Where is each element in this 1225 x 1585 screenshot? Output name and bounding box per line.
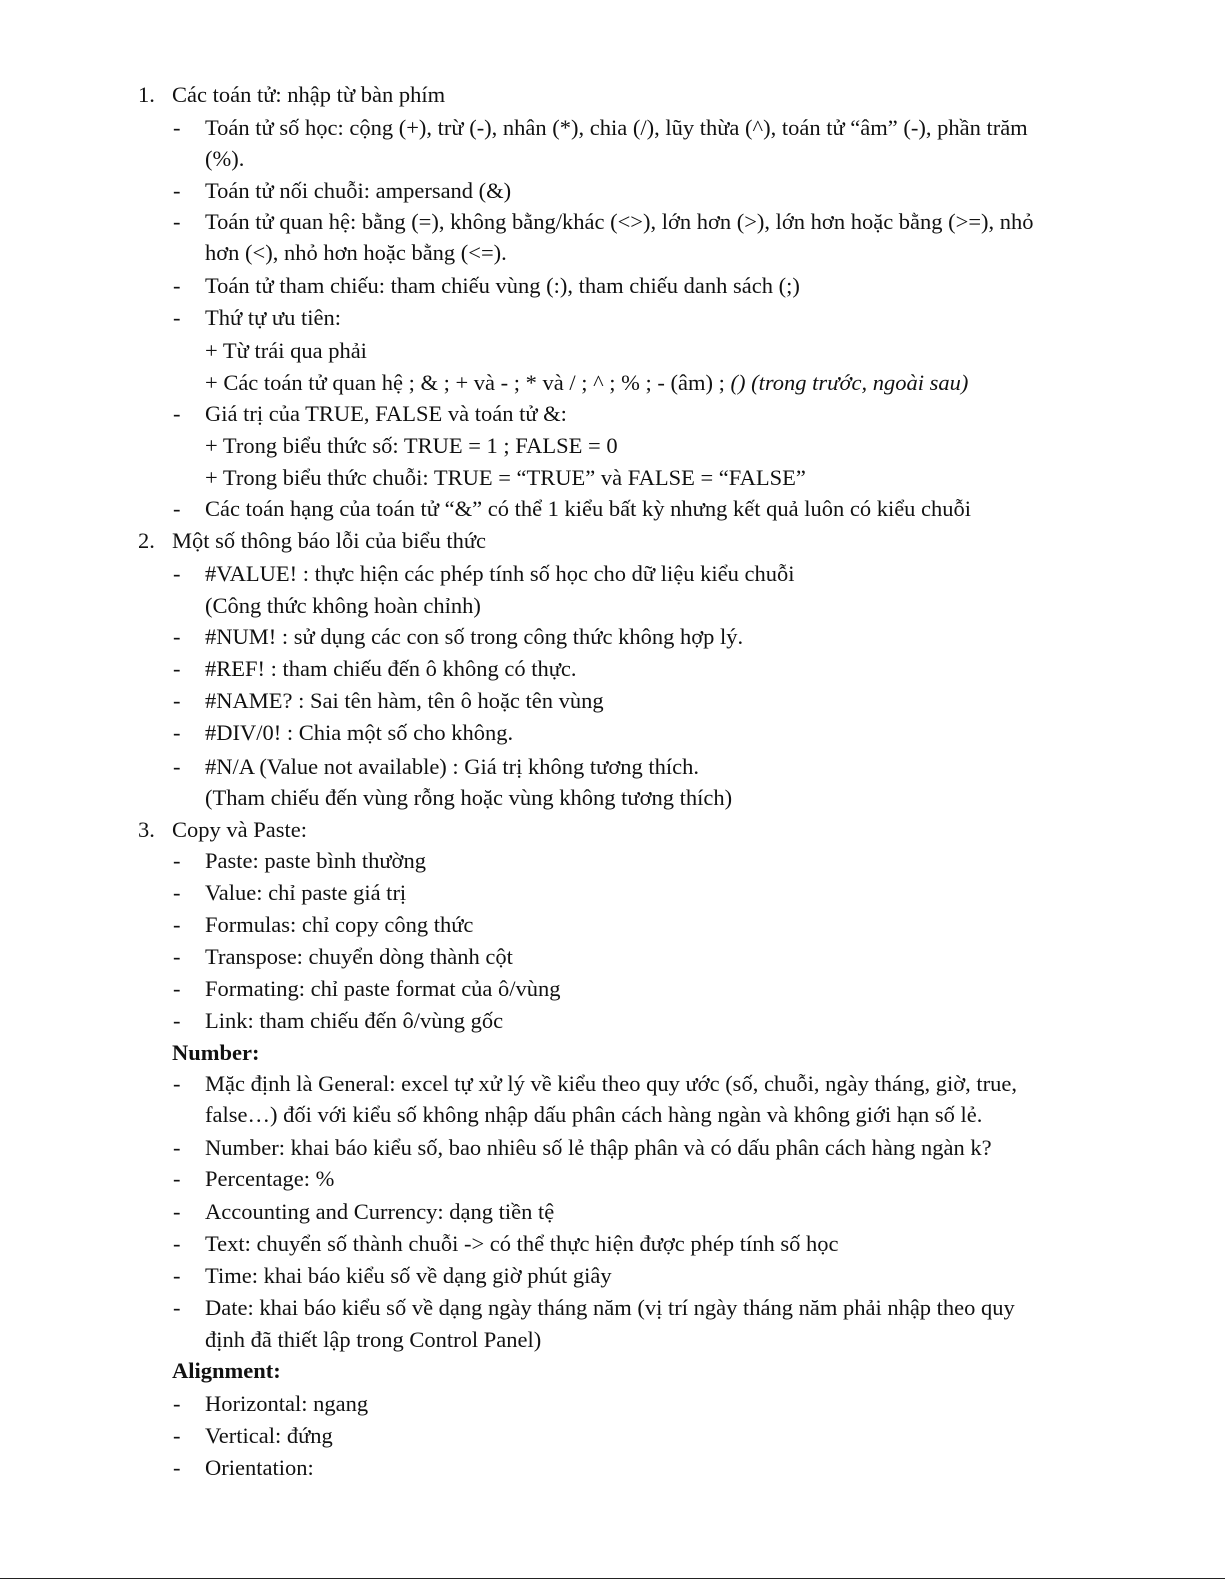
list-item: #N/A (Value not available) : Giá trị không tương thích.	[205, 754, 699, 779]
bullet-dash: -	[173, 1071, 181, 1096]
list-item: #REF! : tham chiếu đến ô không có thực.	[205, 656, 577, 681]
bullet-dash: -	[173, 688, 181, 713]
bullet-dash: -	[173, 976, 181, 1001]
list-item: Các toán hạng của toán tử “&” có thể 1 kiểu bất kỳ nhưng kết quả luôn có kiểu chuỗi	[205, 496, 972, 521]
bullet-dash: -	[173, 496, 181, 521]
list-item: Text: chuyển số thành chuỗi -> có thể thực hiện được phép tính số học	[205, 1231, 839, 1256]
sub-item	[205, 372, 968, 395]
bullet-dash: -	[173, 944, 181, 969]
list-item: Accounting and Currency: dạng tiền tệ	[205, 1199, 555, 1224]
list-item-continuation: (Công thức không hoàn chỉnh)	[205, 593, 481, 618]
bullet-dash: -	[173, 209, 181, 234]
bullet-dash: -	[173, 720, 181, 745]
subheading-number: Number:	[172, 1040, 260, 1065]
list-item: Transpose: chuyển dòng thành cột	[205, 944, 513, 969]
bullet-dash: -	[173, 561, 181, 586]
bullet-dash: -	[173, 1263, 181, 1288]
bullet-dash: -	[173, 273, 181, 298]
list-item-continuation: hơn (<), nhỏ hơn hoặc bằng (<=).	[205, 240, 507, 265]
bullet-dash: -	[173, 1166, 181, 1191]
bullet-dash: -	[173, 656, 181, 681]
list-item: Percentage: %	[205, 1166, 335, 1191]
list-item: Giá trị của TRUE, FALSE và toán tử &:	[205, 401, 567, 426]
list-item: Value: chỉ paste giá trị	[205, 880, 407, 905]
list-item: #NAME? : Sai tên hàm, tên ô hoặc tên vùng	[205, 688, 604, 713]
list-item: #VALUE! : thực hiện các phép tính số học cho dữ liệu kiểu chuỗi	[205, 561, 795, 586]
list-item: Thứ tự ưu tiên:	[205, 305, 341, 330]
list-item-continuation: (Tham chiếu đến vùng rỗng hoặc vùng không tương thích)	[205, 785, 733, 810]
list-item: Mặc định là General: excel tự xử lý về kiểu theo quy ước (số, chuỗi, ngày tháng, giờ, true,	[205, 1071, 1018, 1096]
section-title: Các toán tử: nhập từ bàn phím	[172, 82, 446, 107]
section-title: Một số thông báo lỗi của biểu thức	[172, 528, 487, 553]
bullet-dash: -	[173, 754, 181, 779]
list-item: Formating: chỉ paste format của ô/vùng	[205, 976, 561, 1001]
list-item: Toán tử quan hệ: bằng (=), không bằng/khác (<>), lớn hơn (>), lớn hơn hoặc bằng (>=), nhỏ	[205, 209, 1034, 234]
list-item: Horizontal: ngang	[205, 1391, 369, 1416]
list-item: #DIV/0! : Chia một số cho không.	[205, 720, 514, 745]
sub-item: + Từ trái qua phải	[205, 338, 367, 363]
list-item: Time: khai báo kiểu số về dạng giờ phút giây	[205, 1263, 612, 1288]
subheading-alignment: Alignment:	[172, 1358, 281, 1383]
section-title: Copy và Paste:	[172, 817, 307, 842]
bullet-dash: -	[173, 912, 181, 937]
bullet-dash: -	[173, 401, 181, 426]
bullet-dash: -	[173, 624, 181, 649]
bullet-dash: -	[173, 1391, 181, 1416]
bullet-dash: -	[173, 848, 181, 873]
sub-item: + Trong biểu thức số: TRUE = 1 ; FALSE = 0	[205, 433, 618, 458]
bullet-dash: -	[173, 1008, 181, 1033]
list-item: Date: khai báo kiểu số về dạng ngày tháng năm (vị trí ngày tháng năm phải nhập theo quy	[205, 1295, 1015, 1320]
list-item: Toán tử số học: cộng (+), trừ (-), nhân (*), chia (/), lũy thừa (^), toán tử “âm” (-), phần trăm	[205, 115, 1028, 140]
list-item-continuation: false…) đối với kiểu số không nhập dấu phân cách hàng ngàn và không giới hạn số lẻ.	[205, 1102, 983, 1127]
sub-item-text: + Các toán tử quan hệ ; & ; + và - ; * và / ; ^ ; % ; - (âm) ;	[205, 370, 731, 395]
section-number: 1.	[138, 82, 155, 107]
section-number: 3.	[138, 817, 155, 842]
bullet-dash: -	[173, 305, 181, 330]
list-item: Orientation:	[205, 1455, 314, 1480]
list-item-continuation: định đã thiết lập trong Control Panel)	[205, 1327, 542, 1352]
bullet-dash: -	[173, 880, 181, 905]
bullet-dash: -	[173, 1135, 181, 1160]
list-item: #NUM! : sử dụng các con số trong công thức không hợp lý.	[205, 624, 744, 649]
list-item: Vertical: đứng	[205, 1423, 333, 1448]
bullet-dash: -	[173, 1199, 181, 1224]
list-item: Paste: paste bình thường	[205, 848, 426, 873]
sub-item: + Trong biểu thức chuỗi: TRUE = “TRUE” và FALSE = “FALSE”	[205, 465, 806, 490]
section-number: 2.	[138, 528, 155, 553]
bullet-dash: -	[173, 1231, 181, 1256]
bullet-dash: -	[173, 178, 181, 203]
list-item: Toán tử nối chuỗi: ampersand (&)	[205, 178, 512, 203]
list-item-continuation: (%).	[205, 146, 245, 171]
list-item: Number: khai báo kiểu số, bao nhiêu số lẻ thập phân và có dấu phân cách hàng ngàn k?	[205, 1135, 992, 1160]
bullet-dash: -	[173, 1455, 181, 1480]
bullet-dash: -	[173, 1295, 181, 1320]
page-bottom-rule	[0, 1578, 1225, 1579]
bullet-dash: -	[173, 115, 181, 140]
list-item: Formulas: chỉ copy công thức	[205, 912, 474, 937]
sub-item-italic-text: () (trong trước, ngoài sau)	[730, 370, 969, 395]
bullet-dash: -	[173, 1423, 181, 1448]
list-item: Link: tham chiếu đến ô/vùng gốc	[205, 1008, 504, 1033]
list-item: Toán tử tham chiếu: tham chiếu vùng (:), tham chiếu danh sách (;)	[205, 273, 800, 298]
